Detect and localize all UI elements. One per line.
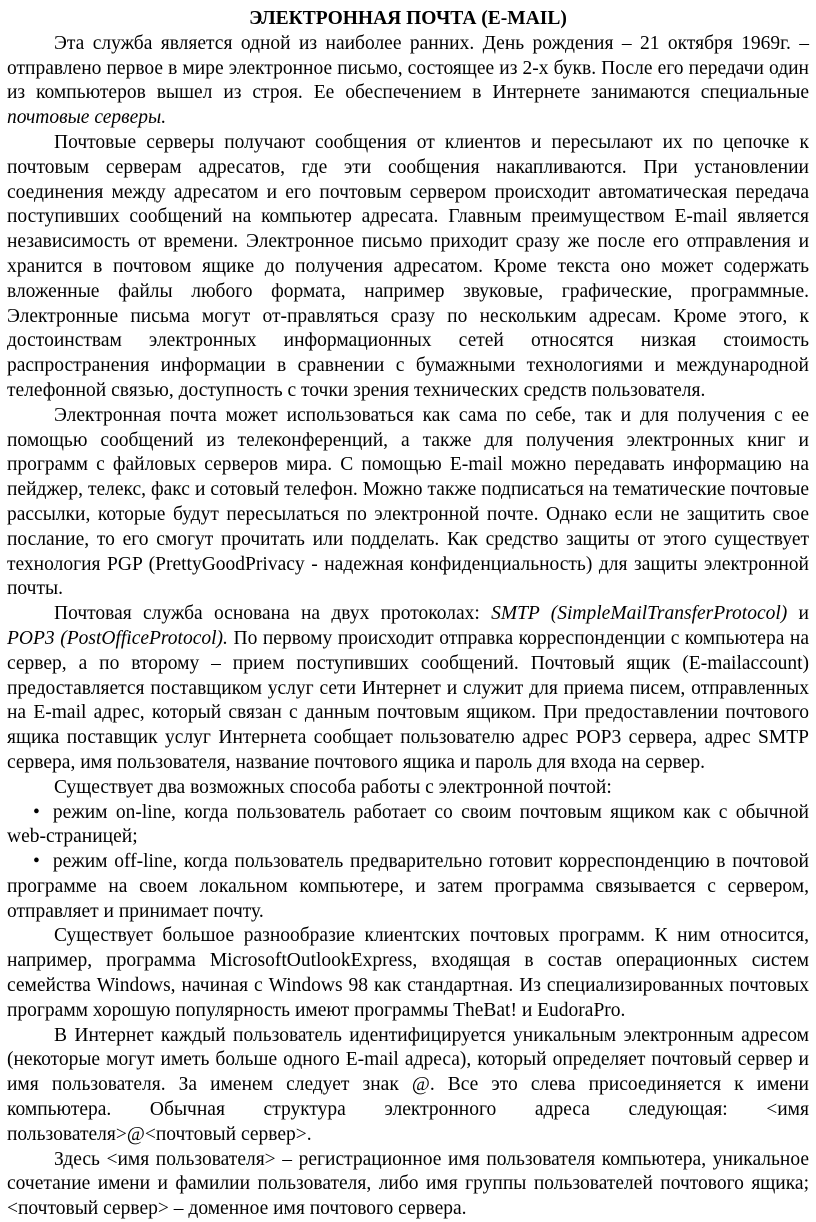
paragraph [7,131,809,404]
paragraph [7,404,809,602]
paragraph [7,32,809,131]
text-run: По первому происходит отправка корреспонденции с компьютера на сервер, а по второму – прием поступивших сообщений. Почтовый ящик (E-mailaccount) предоставляется поставщиком услуг сети Интернет и служит для приема писем, отправленных на E-mail адрес, который связан с данным почтовым ящиком. При предоставлении почтового ящика поставщик услуг Интернета сообщает пользователю адрес POP3 сервера, адрес SMTP сервера, имя пользователя, название почтового ящика и пароль для входа на сервер. [7,627,810,773]
text-run: Существует два возможных способа работы с электронной почтой: [54,776,612,798]
text-run: Существует большое разнообразие клиентских почтовых программ. К ним относится, например, программа MicrosoftOutlookExpress, входящая в состав операционных систем семейства Windows, начиная с Windows 98 как стандартная. Из специализированных почтовых программ хорошую популярность имеют программы TheBat! и EudoraPro. [7,925,809,1021]
text-run: режим off-line, когда пользователь предварительно готовит корреспонденцию в почтовой программе на своем локальном компьютере, и затем программа связывается с сервером, отправляет и принимает почту. [7,851,809,922]
document-title: ЭЛЕКТРОННАЯ ПОЧТА (E-MAIL) [249,8,567,29]
bullet-icon: • [33,801,40,823]
text-run: В Интернет каждый пользователь идентифицируется уникальным электронным адресом (некоторые могут иметь больше одного E-mail адреса), который определяет почтовый сервер и имя пользователя. За именем следует знак @. Все это слева присоединяется к имени компьютера. Обычная структура электронного адреса следующая: <имя пользователя>@<почтовый сервер>. [7,1024,809,1145]
text-run: режим on-line, когда пользователь работает со своим почтовым ящиком как с обычной web-страницей; [7,801,809,848]
paragraph [7,1024,809,1148]
text-run-italic: почтовые серверы. [7,107,167,129]
paragraph [7,602,809,776]
text-run: Электронная почта может использоваться как сама по себе, так и для получения с ее помощью сообщений из телеконференций, а также для получения электронных книг и программ с файловых серверов мира. С помощью E-mail можно передавать информацию на пейджер, телекс, факс и сотовый телефон. Можно также подписаться на тематические почтовые рассылки, которые будут пересылаться по электронной почте. Однако если не защитить свое послание, то его смогут прочитать или подделать. Как средство защиты от этого существует технология PGP (PrettyGoodPrivacy - надежная конфиденциальность) для защиты электронной почты. [7,404,809,600]
bullet-list-item [7,801,809,851]
paragraph [7,924,809,1023]
paragraph [7,776,809,801]
bullet-icon: • [33,851,40,873]
text-run-italic: POP3 (PostOfficeProtocol). [7,627,228,649]
text-run-italic: SMTP (SimpleMailTransferProtocol) [491,603,788,625]
bullet-list-item [7,850,809,924]
document-body [7,32,809,1222]
text-run: Эта служба является одной из наиболее ранних. День рождения – 21 октября 1969г. – отправлено первое в мире электронное письмо, состоящее из 2-х букв. После его передачи один из компьютеров вышел из строя. Ее обеспечением в Интернете занимаются специальные [7,32,809,104]
paragraph [7,1148,809,1222]
text-run: Здесь <имя пользователя> – регистрационное имя пользователя компьютера, уникальное сочетание имени и фамилии пользователя, либо имя группы пользователей почтового ящика; <почтовый сервер> – доменное имя почтового сервера. [7,1148,809,1220]
text-run: Почтовые серверы получают сообщения от клиентов и пересылают их по цепочке к почтовым серверам адресатов, где эти сообщения накапливаются. При установлении соединения между адресатом и его почтовым сервером происходит автоматическая передача поступивших сообщений на компьютер адресата. Главным преимуществом E-mail является независимость от времени. Электронное письмо приходит сразу же после его отправления и хранится в почтовом ящике до получения адресатом. Кроме текста оно может содержать вложенные файлы любого формата, например звуковые, графические, программные. Электронные письма могут от-правляться сразу по нескольким адресам. Кроме этого, к достоинствам электронных информационных сетей относятся низкая стоимость распространения информации в сравнении с бумажными технологиями и международной телефонной связью, доступность с точки зрения технических средств пользователя. [7,131,809,401]
text-run: и [787,603,809,625]
text-run: Почтовая служба основана на двух протоколах: [54,603,492,625]
